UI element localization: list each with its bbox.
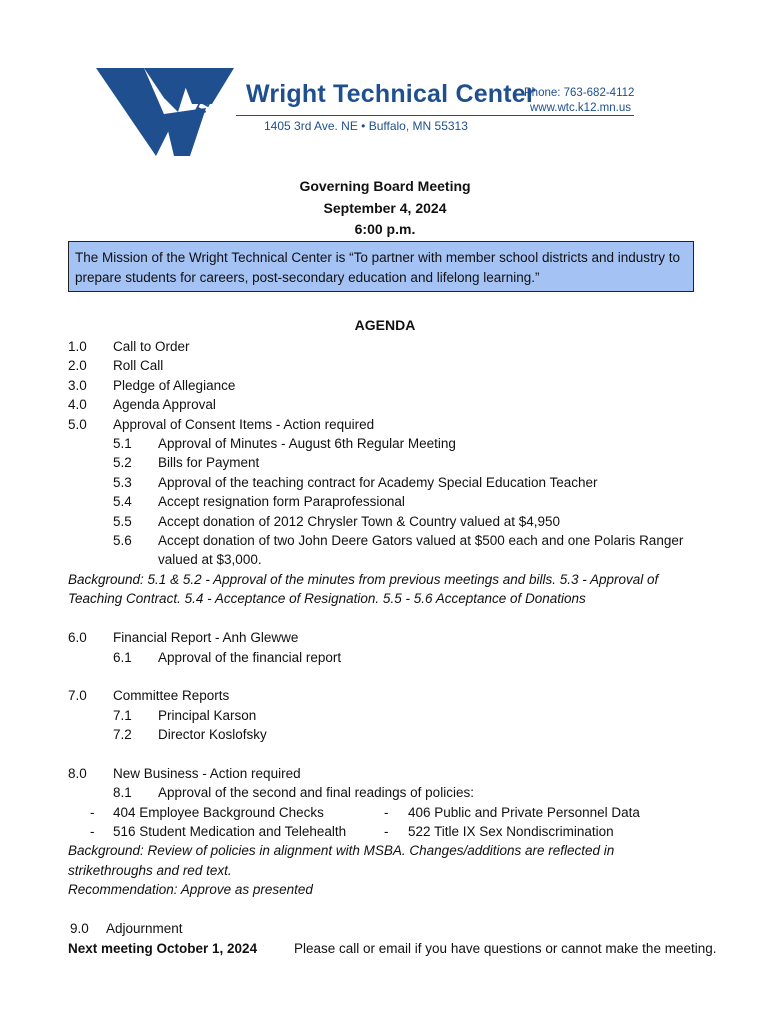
mission-line-2: prepare students for careers, post-secondary education and lifelong learning.” [75, 269, 540, 285]
contact-note: Please call or email if you have questions or cannot make the meeting. [294, 941, 717, 956]
item-5-6-label-cont: valued at $3,000. [158, 552, 262, 567]
item-6-1-label: Approval of the financial report [158, 650, 342, 665]
item-7-2-num: 7.2 [113, 727, 132, 742]
item-8-1-label: Approval of the second and final readings of policies: [158, 785, 474, 800]
meeting-title: Governing Board Meeting [299, 178, 471, 194]
item-5-label: Approval of Consent Items - Action required [113, 417, 375, 432]
item-7-1-label: Principal Karson [158, 708, 257, 723]
recommendation-8: Recommendation: Approve as presented [68, 882, 313, 897]
item-2-num: 2.0 [68, 358, 87, 373]
item-5-3-num: 5.3 [113, 475, 132, 490]
logo-text: TECH [192, 73, 227, 118]
meeting-date: September 4, 2024 [323, 200, 447, 216]
background-5-line-1: Background: 5.1 & 5.2 - Approval of the minutes from previous meetings and bills. 5.3 - Approval of [68, 572, 659, 587]
item-5-3-label: Approval of the teaching contract for Academy Special Education Teacher [158, 475, 598, 490]
website: www.wtc.k12.mn.us [530, 102, 631, 114]
agenda-heading: AGENDA [354, 317, 416, 333]
wtc-logo-mark [94, 64, 244, 160]
item-5-5-num: 5.5 [113, 514, 132, 529]
wtc-logo [94, 64, 244, 160]
item-5-2-label: Bills for Payment [158, 455, 260, 470]
item-7-2-label: Director Koslofsky [158, 727, 267, 742]
contact-info [524, 86, 634, 116]
policy-dash: - [384, 824, 389, 839]
item-9-num: 9.0 [70, 921, 89, 936]
item-5-4-num: 5.4 [113, 494, 132, 509]
item-8-num: 8.0 [68, 766, 87, 781]
item-7-1-num: 7.1 [113, 708, 132, 723]
next-meeting: Next meeting October 1, 2024 [68, 941, 258, 956]
item-5-num: 5.0 [68, 417, 87, 432]
address: 1405 3rd Ave. NE • Buffalo, MN 55313 [264, 119, 468, 133]
org-name: Wright Technical Center [246, 80, 536, 108]
policy-dash: - [90, 805, 95, 820]
item-4-num: 4.0 [68, 397, 87, 412]
policy-516: 516 Student Medication and Telehealth [113, 824, 347, 839]
policy-522: 522 Title IX Sex Nondiscrimination [408, 824, 614, 839]
header-rule [236, 115, 634, 116]
item-5-5-label: Accept donation of 2012 Chrysler Town & Country valued at $4,950 [158, 514, 561, 529]
item-6-label: Financial Report - Anh Glewwe [113, 630, 299, 645]
phone: Phone: 763-682-4112 [524, 87, 635, 99]
item-8-1-num: 8.1 [113, 785, 132, 800]
item-3-label: Pledge of Allegiance [113, 378, 236, 393]
item-1-num: 1.0 [68, 339, 87, 354]
item-7-num: 7.0 [68, 688, 87, 703]
item-3-num: 3.0 [68, 378, 87, 393]
item-5-2-num: 5.2 [113, 455, 132, 470]
mission-box [68, 241, 694, 292]
item-2-label: Roll Call [113, 358, 164, 373]
item-5-6-label: Accept donation of two John Deere Gators valued at $500 each and one Polaris Ranger [158, 533, 684, 548]
policy-404: 404 Employee Background Checks [113, 805, 324, 820]
background-5-line-2: Teaching Contract. 5.4 - Acceptance of Resignation. 5.5 - 5.6 Acceptance of Donations [68, 591, 586, 606]
meeting-time: 6:00 p.m. [354, 221, 416, 237]
policy-dash: - [90, 824, 95, 839]
item-4-label: Agenda Approval [113, 397, 216, 412]
background-8-line-1: Background: Review of policies in alignment with MSBA. Changes/additions are reflected in [68, 843, 615, 858]
policy-dash: - [384, 805, 389, 820]
mission-line-1: The Mission of the Wright Technical Center is “To partner with member school districts and industry to [75, 250, 681, 265]
item-5-4-label: Accept resignation form Paraprofessional [158, 494, 405, 509]
item-1-label: Call to Order [113, 339, 190, 354]
item-6-num: 6.0 [68, 630, 87, 645]
item-8-label: New Business - Action required [113, 766, 301, 781]
item-5-1-num: 5.1 [113, 436, 132, 451]
policy-406: 406 Public and Private Personnel Data [408, 805, 640, 820]
item-7-label: Committee Reports [113, 688, 230, 703]
item-9-label: Adjournment [106, 921, 183, 936]
item-6-1-num: 6.1 [113, 650, 132, 665]
item-5-1-label: Approval of Minutes - August 6th Regular Meeting [158, 436, 456, 451]
item-5-6-num: 5.6 [113, 533, 132, 548]
background-8-line-2: strikethroughs and red text. [68, 863, 232, 878]
